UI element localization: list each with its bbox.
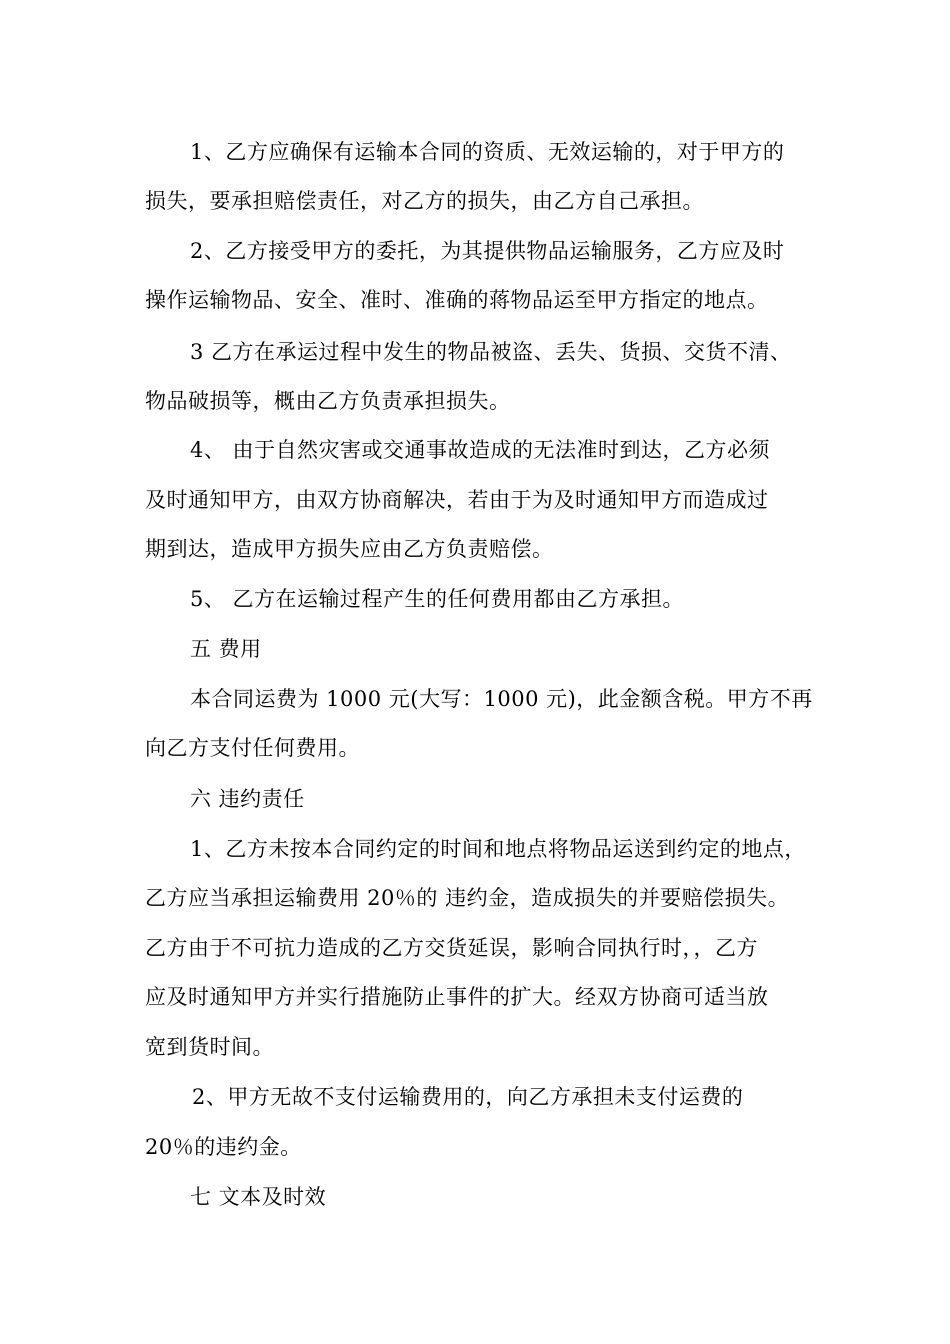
text-line: 操作运输物品、安全、准时、准确的蒋物品运至甲方指定的地点。 [145,288,769,312]
section-heading: 六 违约责任 [190,787,305,811]
text-line: 1、乙方应确保有运输本合同的资质、无效运输的，对于甲方的 [190,140,785,164]
text-line: 1、乙方未按本合同约定的时间和地点将物品运送到约定的地点， [190,837,806,861]
text-line: 5、 乙方在运输过程产生的任何费用都由乙方承担。 [190,587,685,611]
text-line: 损失，要承担赔偿责任，对乙方的损失，由乙方自己承担。 [145,189,704,213]
text-line: 乙方应当承担运输费用 20％的 违约金，造成损失的并要赔偿损失。 [145,886,790,910]
text-line: 期到达，造成甲方损失应由乙方负责赔偿。 [145,537,554,561]
text-line: 20％的违约金。 [145,1135,302,1159]
text-line: 3 乙方在承运过程中发生的物品被盗、丢失、货损、交货不清、 [190,340,792,364]
text-line: 宽到货时间。 [145,1035,274,1059]
text-line: 本合同运费为 1000 元(大写：1000 元)，此金额含税。甲方不再 [190,687,813,711]
text-line: 2、乙方接受甲方的委托，为其提供物品运输服务，乙方应及时 [190,239,785,263]
text-line: 4、 由于自然灾害或交通事故造成的无法准时到达，乙方必须 [190,438,771,462]
text-line: 物品破损等，概由乙方负责承担损失。 [145,389,511,413]
text-line: 2、甲方无故不支付运输费用的，向乙方承担未支付运费的 [192,1085,744,1109]
text-line: 及时通知甲方，由双方协商解决，若由于为及时通知甲方而造成过 [145,488,769,512]
section-heading: 五 费用 [190,637,262,661]
section-heading: 七 文本及时效 [190,1185,327,1209]
text-line: 应及时通知甲方并实行措施防止事件的扩大。经双方协商可适当放 [145,985,769,1009]
text-line: 向乙方支付任何费用。 [145,736,360,760]
text-line: 乙方由于不可抗力造成的乙方交货延误，影响合同执行时，，乙方 [145,936,758,960]
